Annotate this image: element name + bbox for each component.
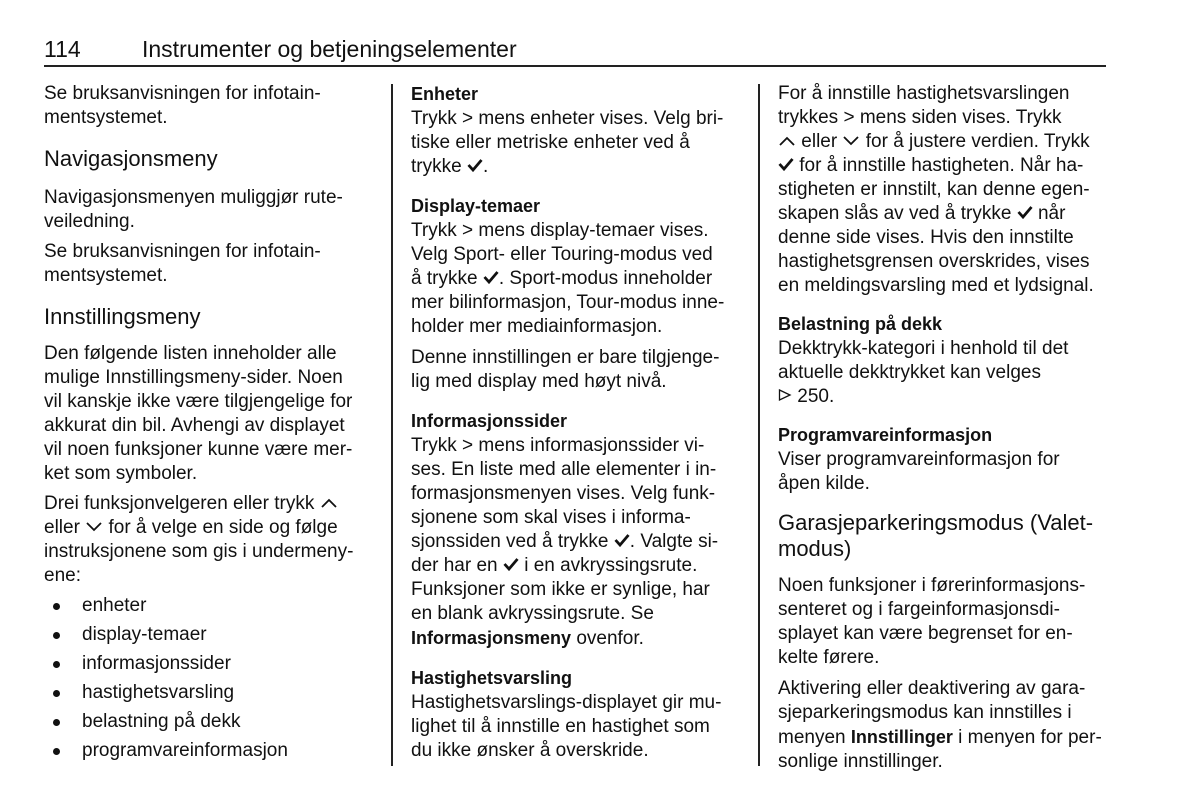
running-title: Instrumenter og betjeningselementer — [142, 36, 517, 62]
bullet-icon — [53, 661, 60, 668]
column-divider-left — [391, 84, 393, 766]
list-item: enheter — [44, 594, 374, 623]
software-info-section: Programvareinformasjon Viser programvareinformasjon for åpen kilde. — [778, 425, 1060, 495]
list-item: belastning på dekk — [44, 710, 374, 739]
list-item: programvareinformasjon — [44, 739, 374, 768]
tyre-load-section: Belastning på dekk Dekktrykk-kategori i henhold til det aktuelle dekktrykket kan velges 250. — [778, 314, 1069, 408]
list-item: display-temaer — [44, 623, 374, 652]
tyre-load-heading: Belastning på dekk — [778, 314, 943, 335]
units-section: Enheter Trykk > mens enheter vises. Velg bri‐ tiske eller metriske enheter ved å trykke . — [411, 84, 724, 178]
display-themes-section: Display-temaer Trykk > mens display-temaer vises. Velg Sport- eller Touring-modus ved å trykke . Sport-modus inneholder mer bilinformasjon, Tour-modus inne‐ holder mer mediainformasjon. — [411, 196, 725, 338]
speed-warning-section: Hastighetsvarsling Hastighetsvarslings-displayet gir mu‐ lighet til å innstille en hastighet som du ikke ønsker å overskride. — [411, 668, 722, 762]
valet-mode-activation-text: Aktivering eller deaktivering av gara‐ sjeparkeringsmodus kan innstilles i menyen Innstillinger i menyen for per‐ sonlige innstillinger. — [778, 678, 1102, 773]
bullet-icon — [53, 748, 60, 755]
column-3 — [778, 82, 1108, 774]
page-reference-icon — [778, 385, 792, 409]
settings-pages-list — [44, 594, 374, 768]
settings-menu-ref: Innstillinger — [850, 727, 953, 748]
display-themes-heading: Display-temaer — [411, 196, 541, 217]
software-info-heading: Programvareinformasjon — [778, 425, 993, 446]
info-menu-ref: Informasjonsmeny — [411, 628, 572, 649]
checkmark-icon — [778, 154, 794, 178]
column-divider-right — [758, 84, 760, 766]
page-header — [44, 36, 1106, 64]
chevron-up-icon — [320, 492, 338, 516]
chevron-down-icon — [85, 516, 103, 540]
bullet-icon — [53, 690, 60, 697]
column-1 — [44, 82, 374, 768]
units-heading: Enheter — [411, 84, 479, 104]
info-pages-heading: Informasjonssider — [411, 411, 568, 432]
checkmark-icon — [614, 530, 630, 554]
column-2 — [411, 82, 741, 763]
settings-menu-heading: Innstillingsmeny — [44, 304, 201, 329]
list-item: hastighetsvarsling — [44, 681, 374, 710]
navigation-menu-heading: Navigasjonsmeny — [44, 146, 218, 171]
chevron-down-icon — [842, 130, 860, 154]
checkmark-icon — [467, 155, 483, 179]
chevron-up-icon — [778, 130, 796, 154]
navigation-menu-text: Navigasjonsmenyen muliggjør rute‐ veiledning. — [44, 187, 343, 232]
info-pages-section: Informasjonssider Trykk > mens informasjonssider vi‐ ses. En liste med alle elementer i in‐ formasjonsmenyen vises. Velg funk‐ sjonene som skal vises i informa‐ sjonssiden ved å trykke . Valgte si‐ der har en i en avkryssingsrute. Funksjoner som ikke er synlige, har en blank avkryssingsrute. Se Informasjonsmeny ovenfor. — [411, 411, 719, 650]
page-number: 114 — [44, 36, 81, 62]
settings-intro-text: Den følgende listen inneholder alle mulige Innstillingsmeny-sider. Noen vil kanskje ikke være tilgjengelige for akkurat din bil. Avhengi av displayet vil noen funksjoner kunne være mer‐ ket som symboler. — [44, 343, 353, 484]
valet-mode-text: Noen funksjoner i førerinformasjons‐ senteret og i fargeinformasjonsdi‐ splayet kan være begrenset for en‐ kelte førere. — [778, 575, 1086, 669]
selector-instructions: Drei funksjonvelgeren eller trykk eller for å velge en side og følge instruksjonene som gis i undermeny‐ ene: — [44, 493, 354, 587]
checkmark-icon — [503, 554, 519, 578]
valet-mode-heading: Garasjeparkeringsmodus (Valet‐ modus) — [778, 510, 1094, 562]
speed-warning-instructions: For å innstille hastighetsvarslingen trykkes > mens siden vises. Trykk eller for å justere verdien. Trykk for å innstille hastigheten. Når ha‐ stigheten er innstilt, kan denne egen‐ skapen slås av ved å trykke når denne side vises. Hvis den innstilte hastighetsgrensen overskrides, vises en meldingsvarsling med et lydsignal. — [778, 83, 1094, 297]
infotainment-ref-2: Se bruksanvisningen for infotain‐ mentsystemet. — [44, 241, 321, 286]
checkmark-icon — [1017, 202, 1033, 226]
header-rule — [44, 65, 1106, 67]
bullet-icon — [53, 719, 60, 726]
infotainment-ref-1: Se bruksanvisningen for infotain‐ mentsystemet. — [44, 83, 321, 128]
checkmark-icon — [483, 267, 499, 291]
display-availability-text: Denne innstillingen er bare tilgjenge‐ lig med display med høyt nivå. — [411, 347, 720, 393]
speed-warning-heading: Hastighetsvarsling — [411, 668, 573, 689]
list-item: informasjonssider — [44, 652, 374, 681]
bullet-icon — [53, 632, 60, 639]
bullet-icon — [53, 603, 60, 610]
